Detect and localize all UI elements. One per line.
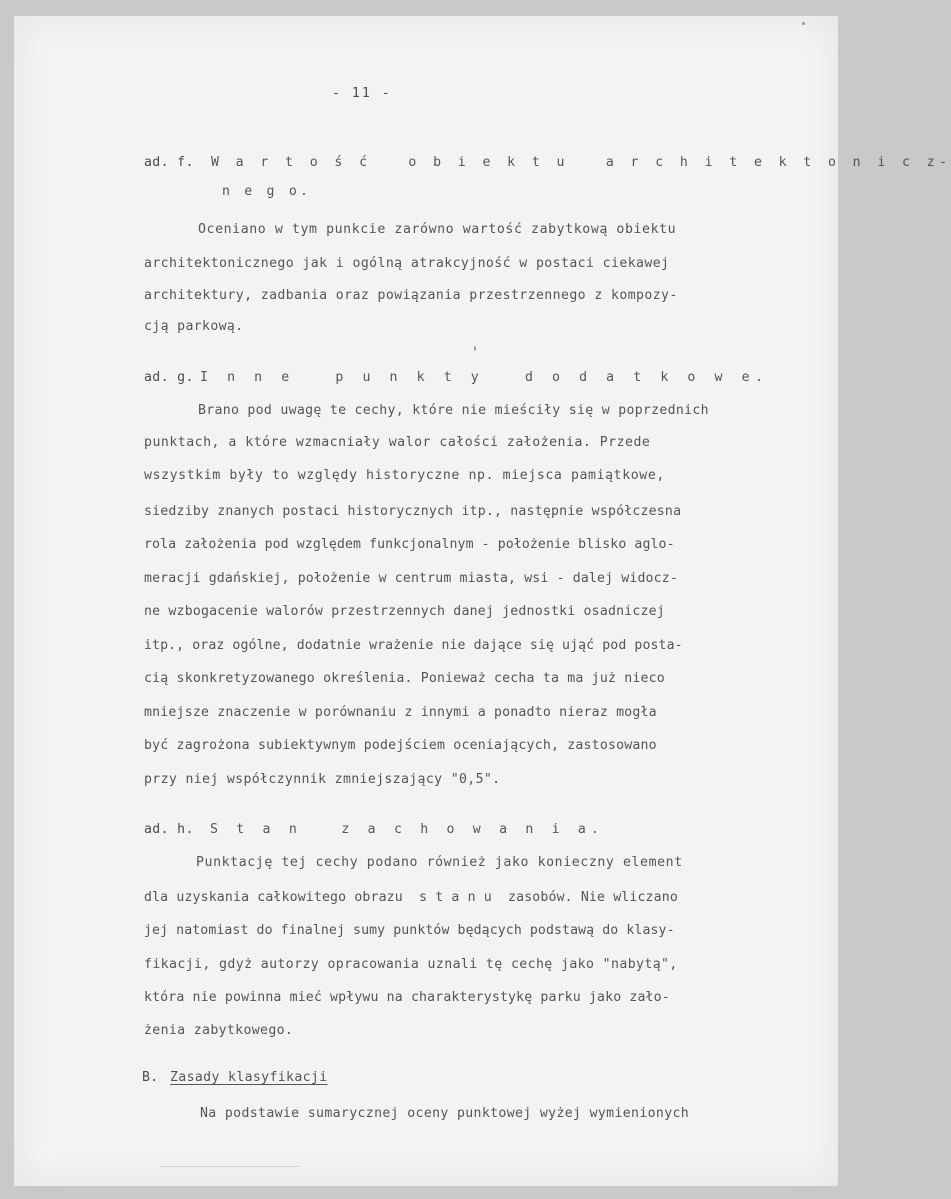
section-g-line: Brano pod uwagę te cechy, które nie mieściły się w poprzednich	[198, 403, 709, 418]
section-g-line: cią skonkretyzowanego określenia. Ponieważ cecha ta ma już nieco	[144, 671, 665, 686]
section-h-line: fikacji, gdyż autorzy opracowania uznali tę cechę jako "nabytą",	[144, 957, 678, 972]
scan-speck	[802, 22, 805, 25]
section-g-line: punktach, a które wzmacniały walor całości założenia. Przede	[144, 435, 651, 450]
section-b-label: B.	[142, 1070, 159, 1085]
document-page	[14, 16, 951, 1186]
section-g-line: mniejsze znaczenie w porównaniu z innymi a ponadto nieraz mogła	[144, 705, 657, 720]
section-f-line: cją parkową.	[144, 319, 244, 334]
section-g-line: rola założenia pod względem funkcjonalnym - położenie blisko aglo-	[144, 537, 675, 552]
section-g-line: siedziby znanych postaci historycznych itp., następnie współczesna	[144, 504, 682, 519]
section-g-line: być zagrożona subiektywnym podejściem oceniających, zastosowano	[144, 738, 657, 753]
section-f-line: Oceniano w tym punkcie zarówno wartość zabytkową obiektu	[198, 222, 677, 237]
section-g-line: wszystkim były to względy historyczne np. miejsca pamiątkowe,	[144, 468, 665, 483]
section-f-label: ad. f.	[144, 155, 194, 170]
section-f-heading-continued: n e g o.	[222, 184, 312, 199]
section-f-line: architektury, zadbania oraz powiązania przestrzennego z kompozy-	[144, 288, 678, 303]
section-g-line: ne wzbogacenie walorów przestrzennych danej jednostki osadniczej	[144, 604, 665, 619]
section-h-line: jej natomiast do finalnej sumy punktów będących podstawą do klasy-	[144, 923, 675, 938]
scan-speck	[474, 346, 476, 351]
section-g-line: przy niej współczynnik zmniejszający "0,5".	[144, 772, 501, 787]
section-h-label: ad. h.	[144, 822, 194, 837]
section-b-line: Na podstawie sumarycznej oceny punktowej wyżej wymienionych	[200, 1106, 690, 1121]
section-g-line: meracji gdańskiej, położenie w centrum miasta, wsi - dalej widocz-	[144, 571, 678, 586]
section-g-line: itp., oraz ogólne, dodatnie wrażenie nie dające się ująć pod posta-	[144, 638, 683, 653]
section-h-line: która nie powinna mieć wpływu na charakterystykę parku jako zało-	[144, 990, 670, 1005]
section-b-heading: Zasady klasyfikacji	[170, 1070, 328, 1085]
section-f-line: architektonicznego jak i ogólną atrakcyjność w postaci ciekawej	[144, 256, 670, 271]
section-h-line: żenia zabytkowego.	[144, 1023, 294, 1038]
section-g-heading: I n n e p u n k t y d o d a t k o w e.	[200, 370, 769, 385]
section-h-heading: S t a n z a c h o w a n i a.	[210, 822, 605, 837]
section-g-label: ad. g.	[144, 370, 194, 385]
page-number: - 11 -	[332, 86, 392, 101]
section-h-line: Punktację tej cechy podano również jako konieczny element	[196, 855, 683, 870]
section-f-heading: W a r t o ś ć o b i e k t u a r c h i t e k t o n i c z-	[211, 155, 951, 170]
section-h-line: dla uzyskania całkowitego obrazu s t a n u zasobów. Nie wliczano	[144, 890, 678, 905]
scan-speck	[160, 1166, 300, 1167]
